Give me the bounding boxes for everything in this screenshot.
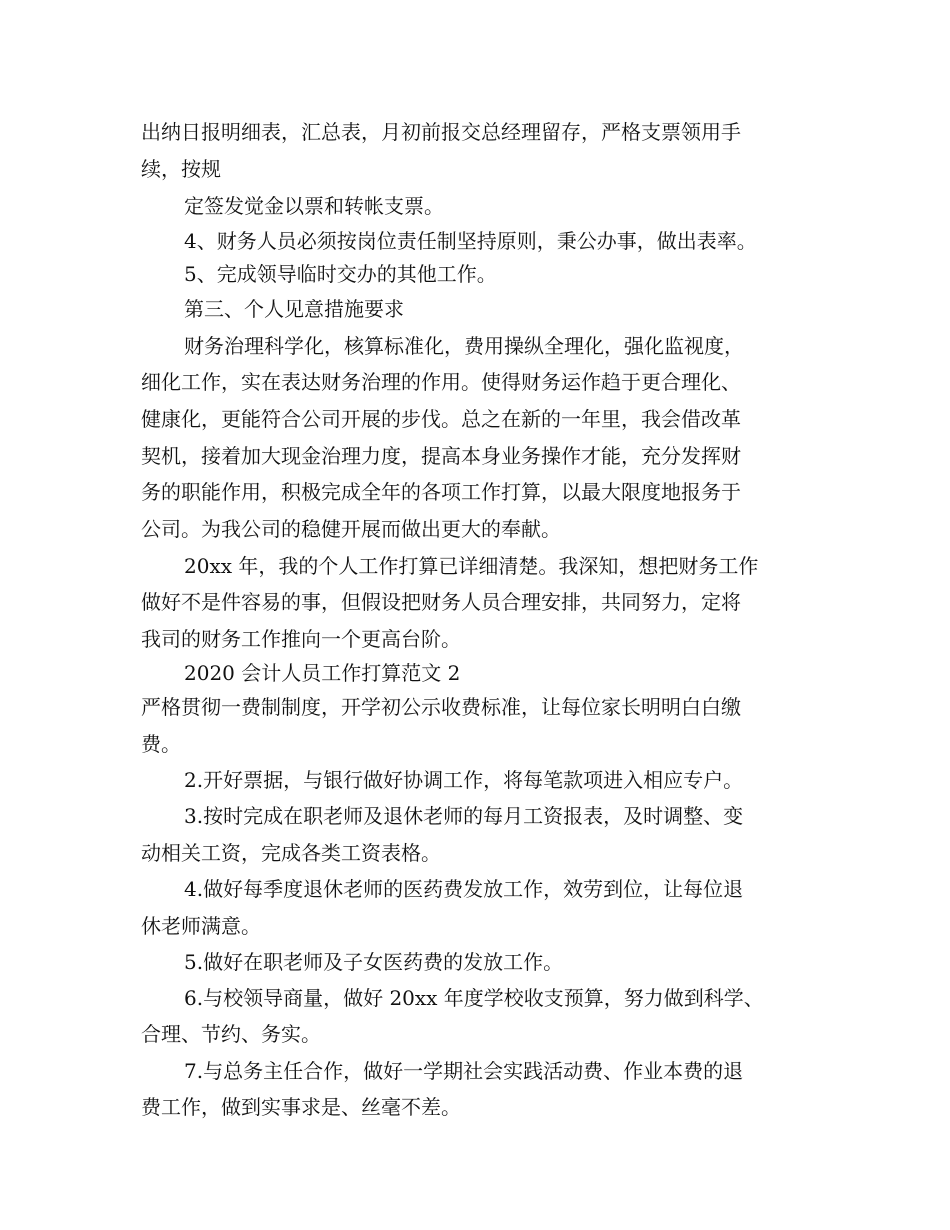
text-line: 健康化，更能符合公司开展的步伐。总之在新的一年里，我会借改革 <box>141 407 741 431</box>
text-line: 财务治理科学化，核算标准化，费用操纵全理化，强化监视度， <box>184 334 744 358</box>
text-line: 细化工作，实在表达财务治理的作用。使得财务运作趋于更合理化、 <box>141 370 741 394</box>
text-line: 费。 <box>141 732 181 756</box>
text-line: 公司。为我公司的稳健开展而做出更大的奉献。 <box>141 517 561 541</box>
section-heading: 第三、个人见意措施要求 <box>184 297 404 321</box>
text-line: 7.与总务主任合作，做好一学期社会实践活动费、作业本费的退 <box>184 1059 744 1083</box>
text-line: 务的职能作用，积极完成全年的各项工作打算，以最大限度地报务于 <box>141 480 741 504</box>
text-line: 5、完成领导临时交办的其他工作。 <box>184 262 497 286</box>
text-line: 休老师满意。 <box>141 914 261 938</box>
text-line: 6.与校领导商量，做好 20xx 年度学校收支预算，努力做到科学、 <box>184 986 764 1010</box>
text-line: 2.开好票据，与银行做好协调工作，将每笔款项进入相应专户。 <box>184 768 744 792</box>
text-line: 费工作，做到实事求是、丝毫不差。 <box>141 1095 461 1119</box>
text-line: 我司的财务工作推向一个更高台阶。 <box>141 627 461 651</box>
text-line: 续，按规 <box>141 157 221 181</box>
text-line: 严格贯彻一费制制度，开学初公示收费标准，让每位家长明明白白缴 <box>141 695 741 719</box>
text-line: 3.按时完成在职老师及退休老师的每月工资报表，及时调整、变 <box>184 804 744 828</box>
text-line: 定签发觉金以票和转帐支票。 <box>184 194 444 218</box>
text-line: 出纳日报明细表，汇总表，月初前报交总经理留存，严格支票领用手 <box>141 120 741 144</box>
text-line: 4、财务人员必须按岗位责任制坚持原则，秉公办事，做出表率。 <box>184 229 757 253</box>
text-line: 做好不是件容易的事，但假设把财务人员合理安排，共同努力，定将 <box>141 590 741 614</box>
section-heading: 2020 会计人员工作打算范文 2 <box>184 661 461 685</box>
text-line: 4.做好每季度退休老师的医药费发放工作，效劳到位，让每位退 <box>184 877 744 901</box>
text-line: 契机，接着加大现金治理力度，提高本身业务操作才能，充分发挥财 <box>141 444 741 468</box>
text-line: 20xx 年，我的个人工作打算已详细清楚。我深知，想把财务工作 <box>184 554 759 578</box>
text-line: 5.做好在职老师及子女医药费的发放工作。 <box>184 950 564 974</box>
text-line: 合理、节约、务实。 <box>141 1022 321 1046</box>
text-line: 动相关工资，完成各类工资表格。 <box>141 841 441 865</box>
